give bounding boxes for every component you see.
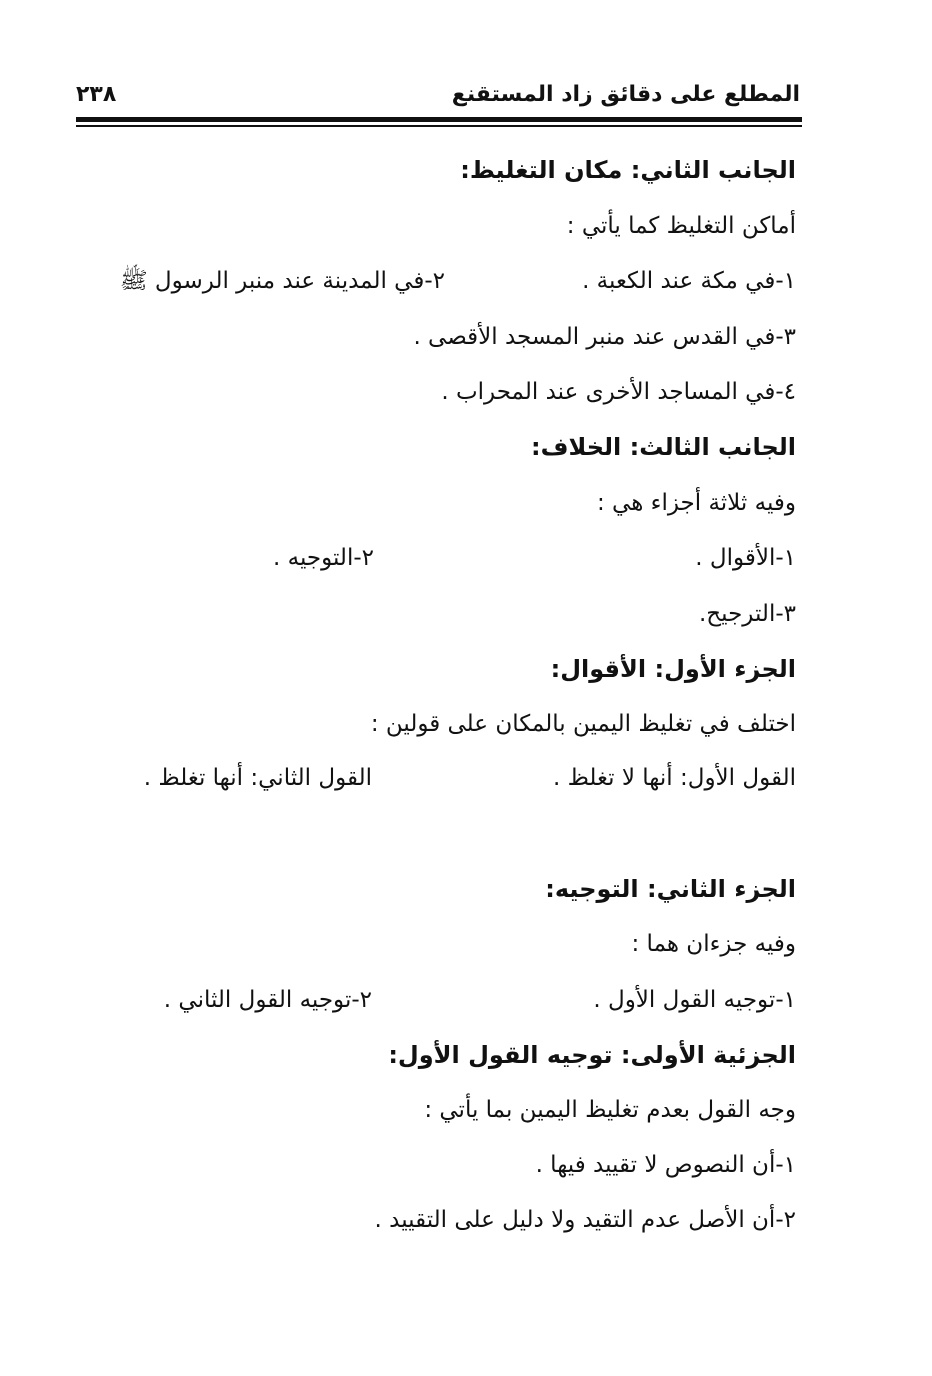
list-item: ١-أن النصوص لا تقييد فيها . bbox=[535, 1152, 796, 1178]
header-rule-thin bbox=[76, 125, 802, 127]
list-item: القول الأول: أنها لا تغلظ . bbox=[552, 765, 796, 791]
section-heading: الجانب الثاني: مكان التغليظ: bbox=[460, 156, 796, 184]
section-heading: الجزء الثاني: التوجيه: bbox=[545, 875, 796, 903]
list-item: ٢-في المدينة عند منبر الرسول ﷺ bbox=[119, 268, 445, 294]
paragraph-line: وجه القول بعدم تغليظ اليمين بما يأتي : bbox=[424, 1097, 796, 1123]
paragraph-line: وفيه جزءان هما : bbox=[631, 931, 796, 957]
list-item: ٣-في القدس عند منبر المسجد الأقصى . bbox=[413, 324, 796, 350]
section-heading: الجزء الأول: الأقوال: bbox=[550, 655, 796, 683]
list-item: القول الثاني: أنها تغلظ . bbox=[143, 765, 372, 791]
list-item: ٢-توجيه القول الثاني . bbox=[163, 987, 372, 1013]
paragraph-line: وفيه ثلاثة أجزاء هي : bbox=[596, 490, 796, 516]
list-item: ٢-أن الأصل عدم التقيد ولا دليل على التقييد . bbox=[374, 1207, 796, 1233]
page-number: ٢٣٨ bbox=[76, 82, 117, 107]
list-item: ٣-الترجيح. bbox=[698, 601, 796, 627]
book-title: المطلع على دقائق زاد المستقنع bbox=[451, 82, 800, 107]
list-item: ٢-التوجيه . bbox=[273, 545, 374, 571]
paragraph-line: اختلف في تغليظ اليمين بالمكان على قولين : bbox=[370, 711, 796, 737]
header-rule-thick bbox=[76, 117, 802, 122]
paragraph-line: أماكن التغليظ كما يأتي : bbox=[566, 213, 796, 239]
section-heading: الجانب الثالث: الخلاف: bbox=[531, 433, 796, 461]
list-item: ١-توجيه القول الأول . bbox=[593, 987, 796, 1013]
section-heading: الجزئية الأولى: توجيه القول الأول: bbox=[388, 1041, 796, 1069]
page-header bbox=[76, 76, 800, 116]
list-item: ١-في مكة عند الكعبة . bbox=[582, 268, 796, 294]
list-item: ١-الأقوال . bbox=[695, 545, 796, 571]
list-item: ٤-في المساجد الأخرى عند المحراب . bbox=[441, 379, 796, 405]
